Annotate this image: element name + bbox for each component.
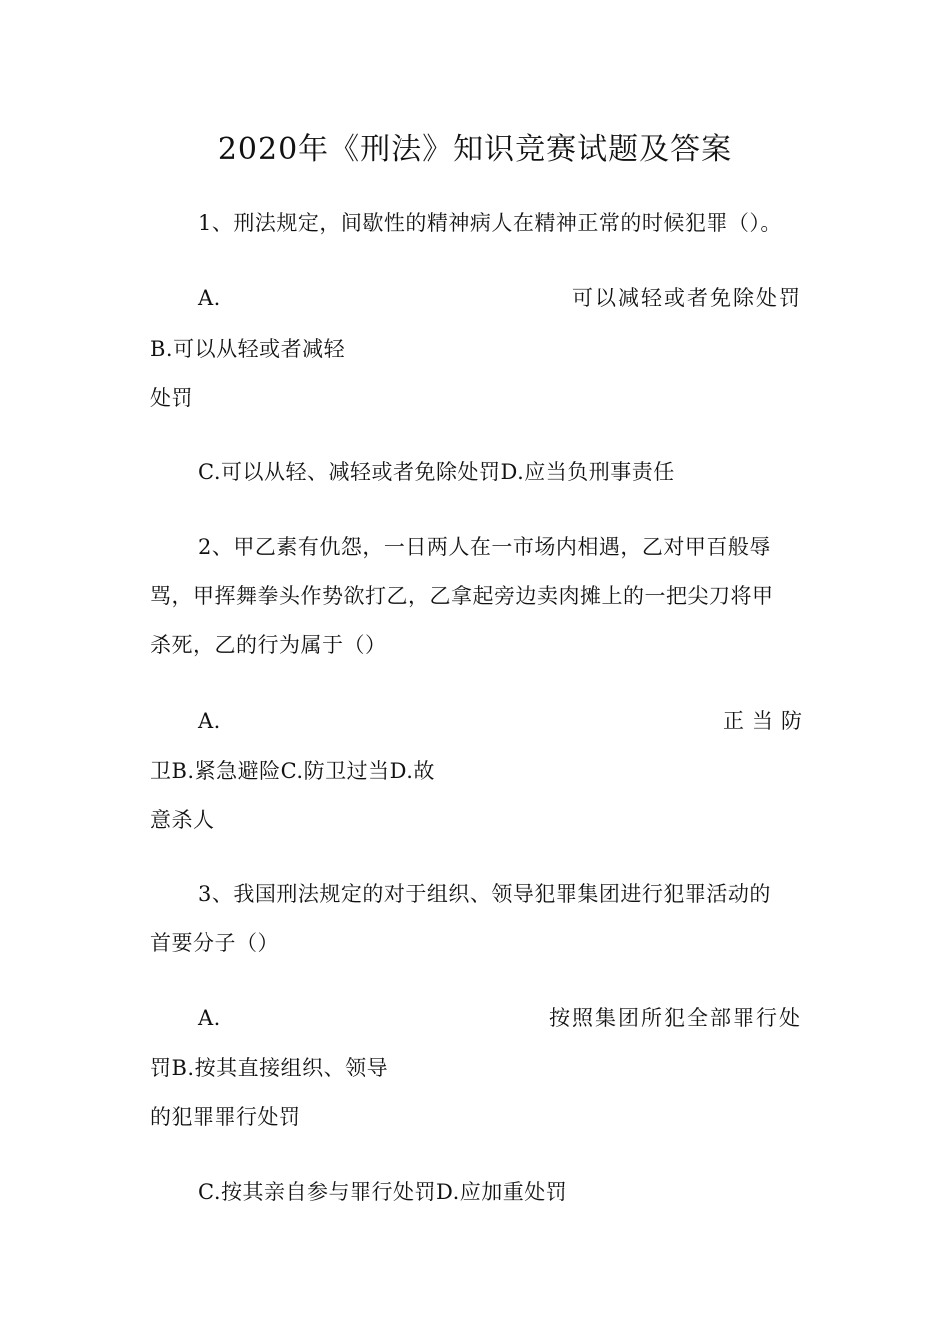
question-1-option-a-text: 可以减轻或者免除处罚: [572, 286, 802, 310]
question-2-stem-line-3: 杀死，乙的行为属于（）: [150, 633, 387, 657]
question-3-option-c-d: C.按其亲自参与罪行处罚D.应加重处罚: [198, 1180, 568, 1204]
question-2-option-a-label: A.: [198, 709, 221, 733]
question-3-option-b-cont: 的犯罪罪行处罚: [150, 1105, 301, 1129]
question-2-stem-line-2: 骂，甲挥舞拳头作势欲打乙，乙拿起旁边卖肉摊上的一把尖刀将甲: [150, 584, 774, 608]
question-2-options-b-c-d: 卫B.紧急避险C.防卫过当D.故: [150, 759, 435, 783]
question-3-stem-line-2: 首要分子（）: [150, 931, 279, 955]
question-2-option-d-cont: 意杀人: [150, 808, 215, 832]
question-3-option-a-text: 按照集团所犯全部罪行处: [549, 1006, 802, 1030]
question-1-stem: 1、刑法规定，间歇性的精神病人在精神正常的时候犯罪（）。: [198, 211, 782, 235]
question-1-option-c-d: C.可以从轻、减轻或者免除处罚D.应当负刑事责任: [198, 460, 675, 484]
question-1-option-b: B.可以从轻或者减轻: [150, 337, 346, 361]
question-3-stem-line-1: 3、我国刑法规定的对于组织、领导犯罪集团进行犯罪活动的: [198, 882, 771, 906]
question-1-option-b-cont: 处罚: [150, 386, 193, 410]
question-2-stem-line-1: 2、甲乙素有仇怨，一日两人在一市场内相遇，乙对甲百般辱: [198, 535, 771, 559]
question-2-option-a-text: 正当防: [723, 709, 810, 733]
question-3-option-a-label: A.: [198, 1006, 221, 1030]
page-title: 2020年《刑法》知识竞赛试题及答案: [217, 132, 733, 167]
question-3-option-b: 罚B.按其直接组织、领导: [150, 1056, 389, 1080]
question-1-option-a-label: A.: [198, 286, 221, 310]
